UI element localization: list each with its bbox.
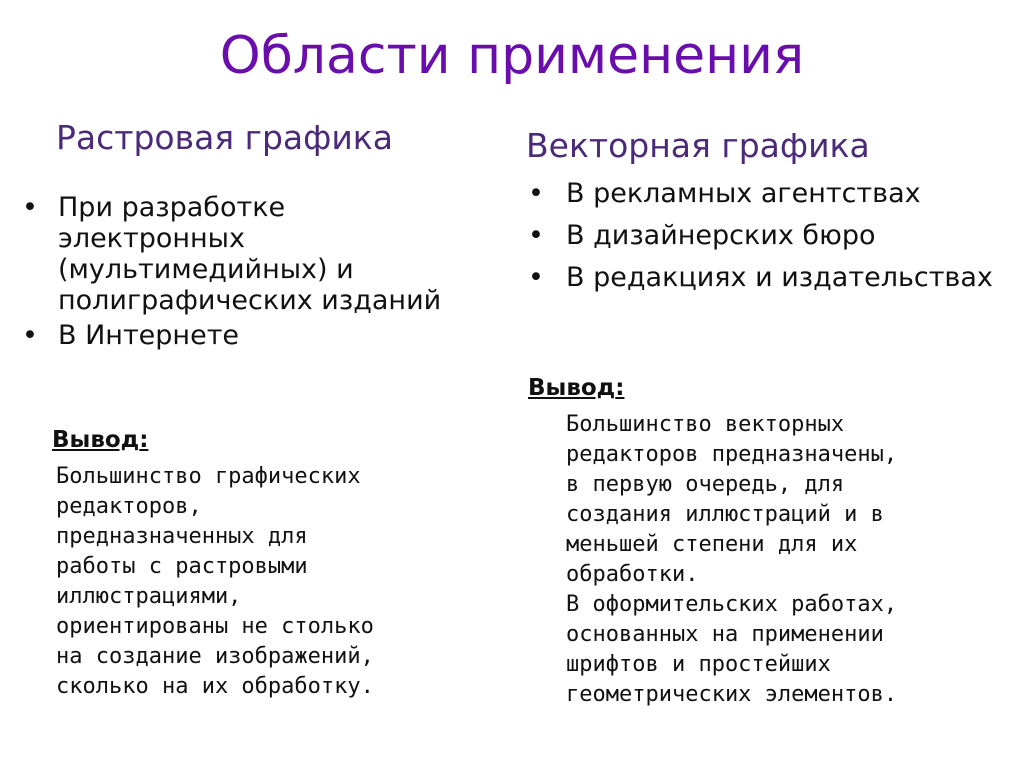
- bullet-icon: •: [528, 262, 544, 293]
- bullet-icon: •: [528, 178, 544, 209]
- bullet-text: В Интернете: [58, 320, 240, 351]
- bullet-icon: •: [22, 320, 38, 351]
- vector-bullet-list: [528, 178, 998, 304]
- list-item: [528, 220, 998, 251]
- vector-conclusion-text: Большинство векторных редакторов предназначены, в первую очередь, для создания иллюстраций и в меньшей степени для их обработки. В оформительских работах, основанных на применении шрифтов и простейших геометрических элементов.: [566, 412, 898, 707]
- bullet-text: В рекламных агентствах: [566, 178, 921, 209]
- vector-conclusion-label: [528, 375, 624, 401]
- list-item: [22, 192, 462, 316]
- raster-conclusion-label: [52, 427, 148, 453]
- vector-heading: Векторная графика: [526, 126, 870, 165]
- conclusion-colon: :: [139, 427, 149, 453]
- list-item: [528, 178, 998, 209]
- raster-conclusion-text: Большинство графических редакторов, предназначенных для работы с растровыми иллюстрациями, ориентированы не столько на создание изображений, сколько на их обработку.: [56, 464, 374, 699]
- bullet-text: При разработке электронных (мультимедийных) и полиграфических изданий: [58, 192, 442, 316]
- bullet-text: В дизайнерских бюро: [566, 220, 876, 251]
- conclusion-label-text: Вывод: [52, 427, 140, 453]
- slide-title: Области применения: [219, 26, 805, 86]
- bullet-icon: •: [22, 192, 38, 223]
- raster-bullet-list: [22, 192, 462, 355]
- bullet-text: В редакциях и издательствах: [566, 262, 993, 293]
- conclusion-colon: :: [615, 375, 625, 401]
- list-item: [528, 262, 998, 293]
- list-item: [22, 320, 462, 351]
- raster-heading: Растровая графика: [56, 118, 393, 157]
- bullet-icon: •: [528, 220, 544, 251]
- conclusion-label-text: Вывод: [528, 375, 616, 401]
